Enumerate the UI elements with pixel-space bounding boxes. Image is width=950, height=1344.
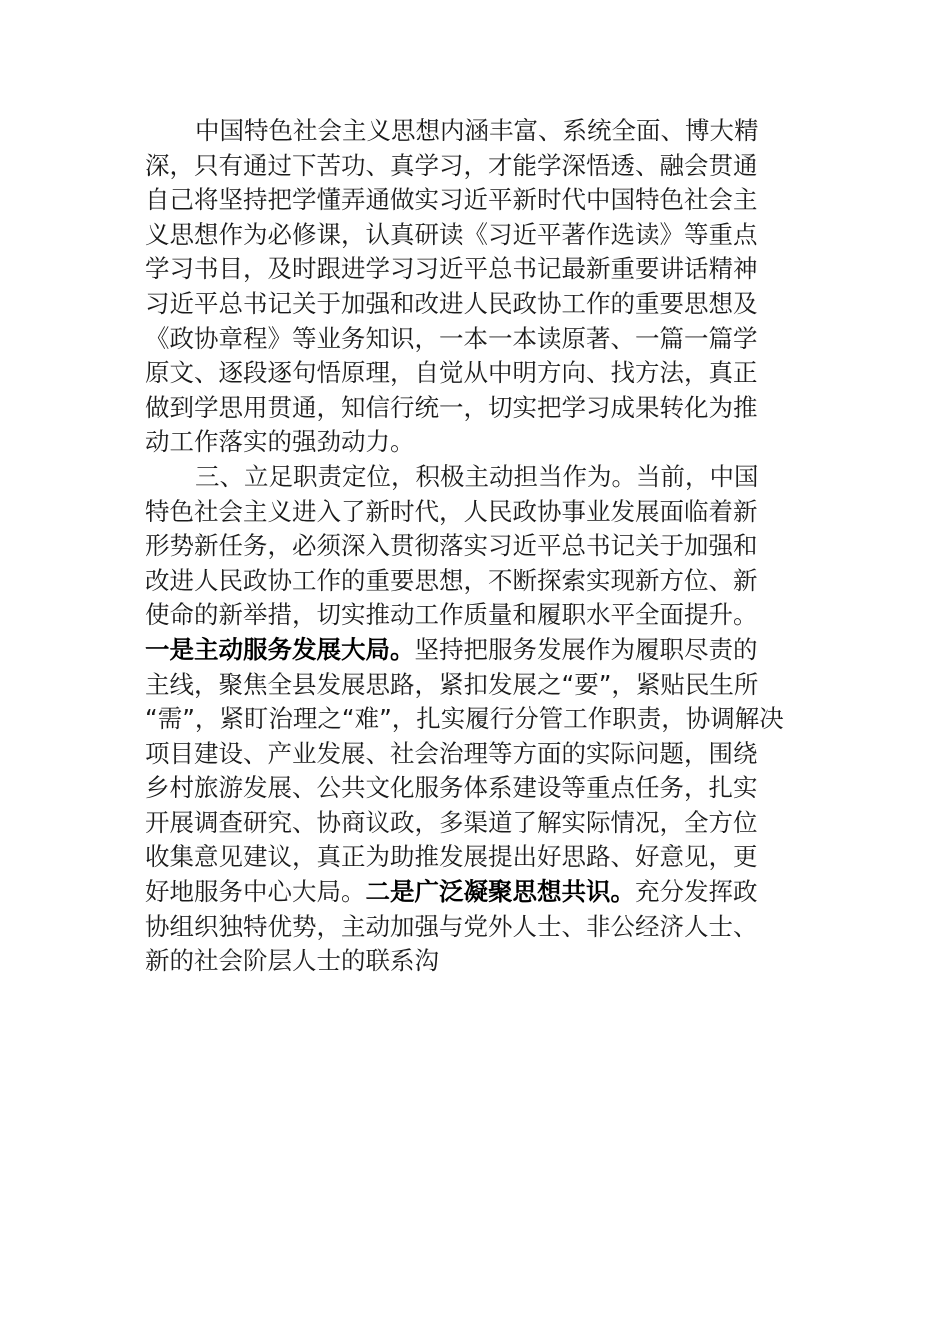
text-line: 主线，聚焦全县发展思路，紧扣发展之“要”，紧贴民生所 [145, 669, 759, 699]
bold-subheading: 一是主动服务发展大局。 [145, 634, 415, 664]
text-run: 坚持把服务发展作为履职尽责的 [414, 634, 758, 664]
document-page [145, 114, 815, 979]
text-line: 动工作落实的强劲动力。 [145, 427, 415, 457]
text-line: 学习书目，及时跟进学习习近平总书记最新重要讲话精神 [145, 254, 758, 284]
text-line: 项目建设、产业发展、社会治理等方面的实际问题，围绕 [145, 738, 758, 768]
text-line: 《政协章程》等业务知识，一本一本读原著、一篇一篇学 [145, 323, 758, 353]
text-line: 新的社会阶层人士的联系沟 [145, 946, 439, 976]
text-line: 义思想作为必修课，认真研读《习近平著作选读》等重点 [145, 219, 758, 249]
paragraph-responsibility [145, 460, 815, 979]
text-line: 改进人民政协工作的重要思想，不断探索实现新方位、新 [145, 565, 758, 595]
text-line: 原文、逐段逐句悟原理，自觉从中明方向、找方法，真正 [145, 358, 758, 388]
text-line: 特色社会主义进入了新时代，人民政协事业发展面临着新 [145, 496, 758, 526]
text-line: 做到学思用贯通，知信行统一，切实把学习成果转化为推 [145, 392, 758, 422]
mixed-line [145, 633, 815, 668]
section-heading-line: 三、立足职责定位，积极主动担当作为。当前，中国 [195, 461, 759, 491]
text-line: “需”，紧盯治理之“难”，扎实履行分管工作职责，协调解决 [145, 704, 784, 734]
text-line: 乡村旅游发展、公共文化服务体系建设等重点任务，扎实 [145, 773, 758, 803]
text-run: 充分发挥政 [635, 877, 758, 907]
text-line: 深，只有通过下苦功、真学习，才能学深悟透、融会贯通 [145, 150, 758, 180]
mixed-line [145, 875, 815, 910]
paragraph-study [145, 114, 815, 460]
text-line: 收集意见建议，真正为助推发展提出好思路、好意见，更 [145, 842, 758, 872]
text-line: 协组织独特优势，主动加强与党外人士、非公经济人士、 [145, 911, 758, 941]
text-line: 中国特色社会主义思想内涵丰富、系统全面、博大精 [195, 116, 759, 145]
bold-subheading: 二是广泛凝聚思想共识。 [365, 877, 635, 907]
text-run: 好地服务中心大局。 [145, 877, 366, 907]
text-line: 形势新任务，必须深入贯彻落实习近平总书记关于加强和 [145, 531, 758, 561]
text-line: 开展调查研究、协商议政，多渠道了解实际情况，全方位 [145, 807, 758, 837]
text-line: 习近平总书记关于加强和改进人民政协工作的重要思想及 [145, 288, 758, 318]
text-line: 自己将坚持把学懂弄通做实习近平新时代中国特色社会主 [145, 185, 758, 215]
text-line: 使命的新举措，切实推动工作质量和履职水平全面提升。 [145, 600, 758, 630]
